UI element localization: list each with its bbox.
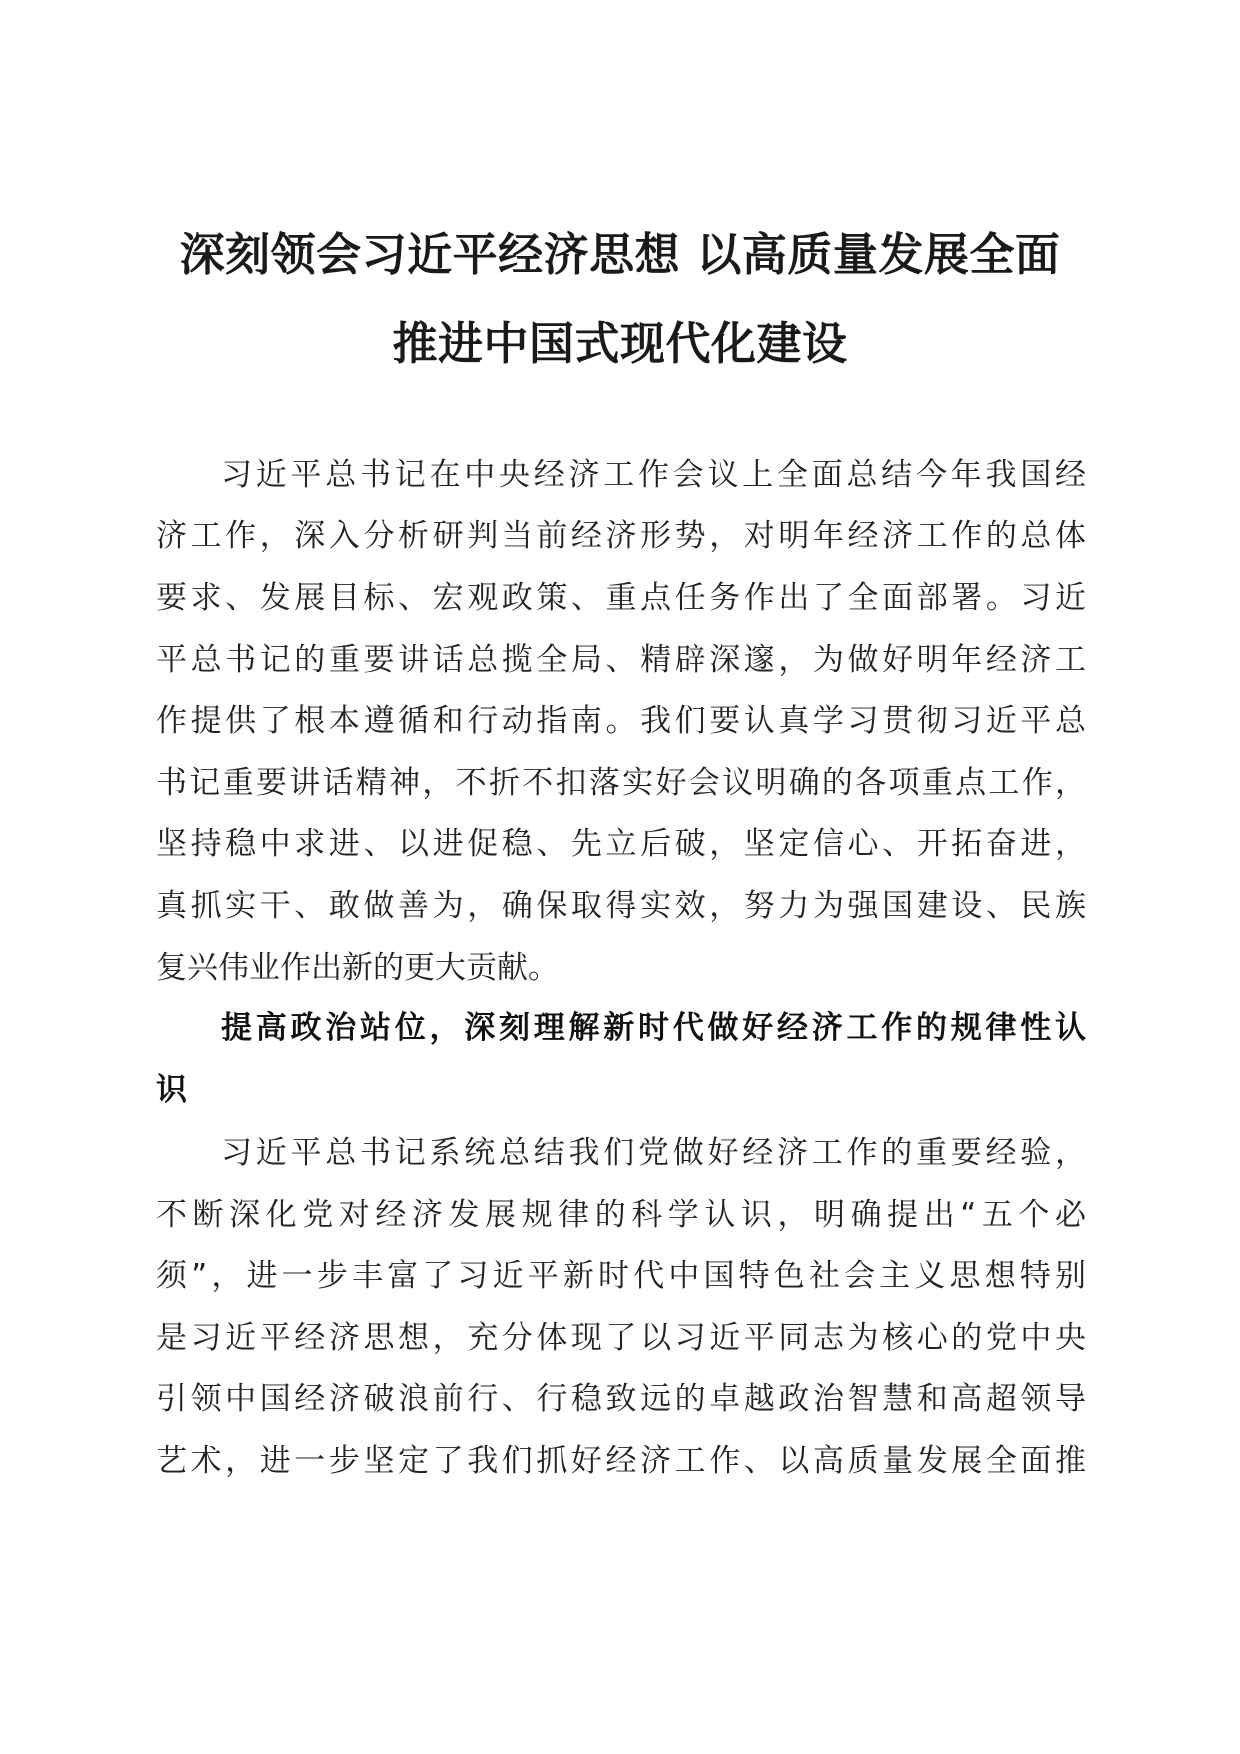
paragraph-2-line: 习近平总书记系统总结我们党做好经济工作的重要经验， bbox=[221, 1135, 1086, 1171]
paragraph-1-line: 作提供了根本遵循和行动指南。我们要认真学习贯彻习近平总 bbox=[156, 703, 1086, 739]
document-title-line-1: 深刻领会习近平经济思想 以高质量发展全面 bbox=[179, 228, 1061, 281]
paragraph-1-line: 习近平总书记在中央经济工作会议上全面总结今年我国经 bbox=[221, 457, 1086, 493]
paragraph-1-line: 书记重要讲话精神，不折不扣落实好会议明确的各项重点工作， bbox=[156, 765, 1086, 801]
paragraph-1-line: 济工作，深入分析研判当前经济形势，对明年经济工作的总体 bbox=[156, 518, 1086, 554]
paragraph-1-line: 复兴伟业作出新的更大贡献。 bbox=[156, 950, 559, 986]
document-title-line-2: 推进中国式现代化建设 bbox=[392, 317, 848, 370]
paragraph-1-line: 真抓实干、敢做善为，确保取得实效，努力为强国建设、民族 bbox=[156, 888, 1086, 924]
section-heading-line: 提高政治站位，深刻理解新时代做好经济工作的规律性认 bbox=[221, 1010, 1086, 1046]
paragraph-1-line: 平总书记的重要讲话总揽全局、精辟深邃，为做好明年经济工 bbox=[156, 642, 1086, 678]
section-heading-line: 识 bbox=[156, 1072, 187, 1108]
paragraph-2-line: 须”，进一步丰富了习近平新时代中国特色社会主义思想特别 bbox=[156, 1258, 1086, 1294]
paragraph-2-line: 艺术，进一步坚定了我们抓好经济工作、以高质量发展全面推 bbox=[156, 1443, 1086, 1479]
paragraph-2-line: 是习近平经济思想，充分体现了以习近平同志为核心的党中央 bbox=[156, 1320, 1086, 1356]
paragraph-1-line: 坚持稳中求进、以进促稳、先立后破，坚定信心、开拓奋进， bbox=[156, 826, 1086, 862]
paragraph-1-line: 要求、发展目标、宏观政策、重点任务作出了全面部署。习近 bbox=[156, 580, 1086, 616]
paragraph-2-line: 不断深化党对经济发展规律的科学认识，明确提出“五个必 bbox=[156, 1197, 1086, 1233]
paragraph-2-line: 引领中国经济破浪前行、行稳致远的卓越政治智慧和高超领导 bbox=[156, 1381, 1086, 1417]
